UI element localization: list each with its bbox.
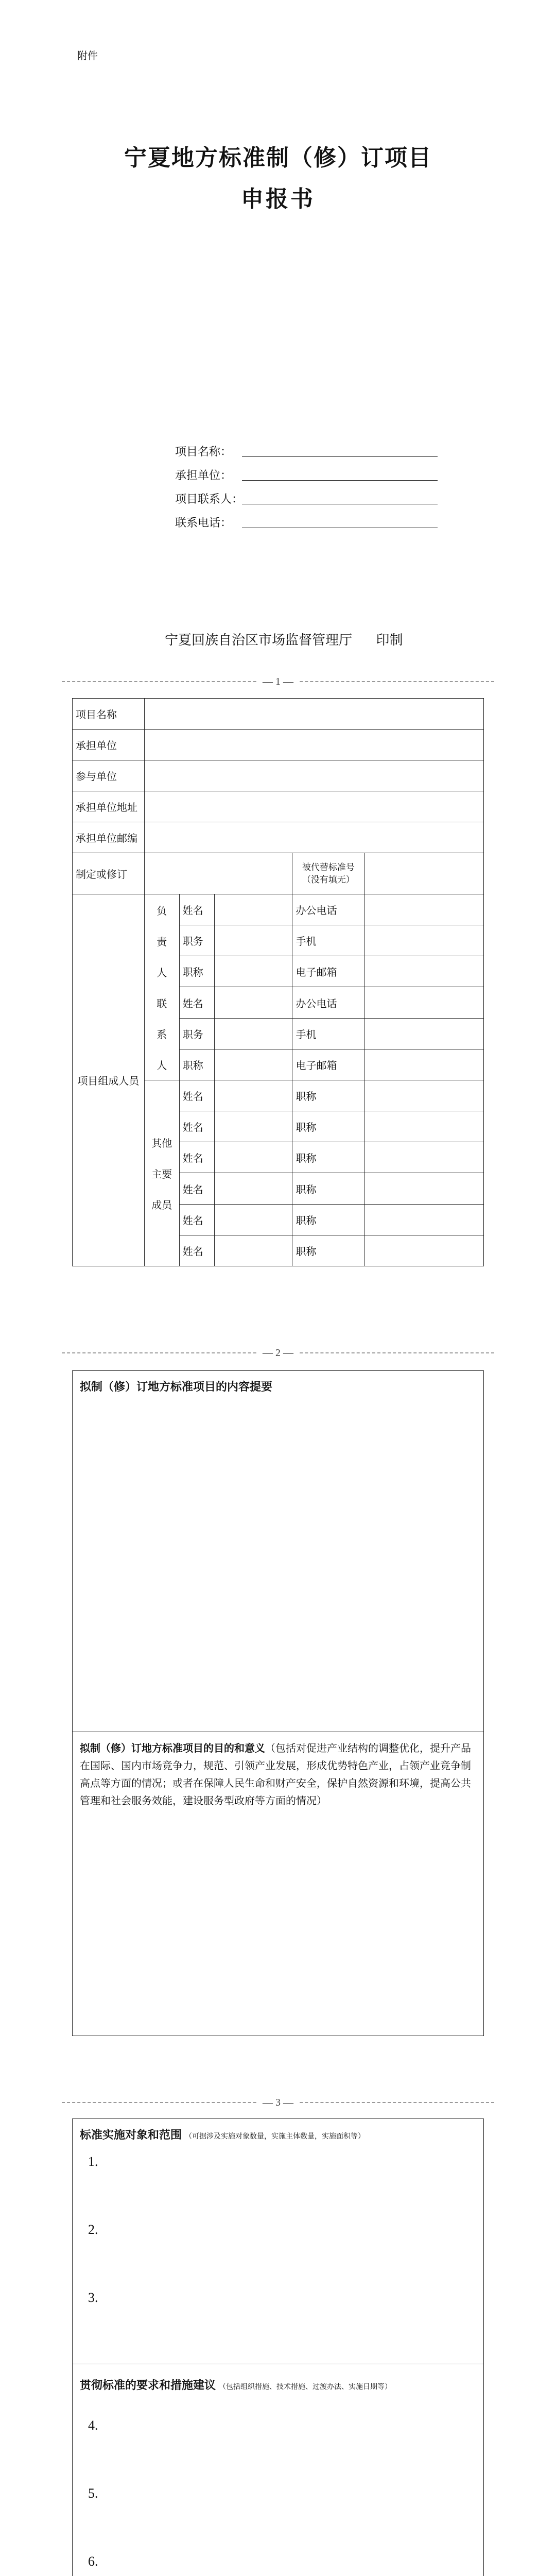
field-label: 项目名称： (175, 445, 232, 458)
document-title: 宁夏地方标准制（修）订项目 (124, 145, 432, 171)
cell-label: 办公电话 (292, 894, 364, 925)
list-item: 6. (88, 2554, 98, 2569)
lead-unit-cell[interactable] (144, 730, 483, 760)
address-cell[interactable] (144, 791, 483, 822)
cover-field-unit (175, 467, 443, 490)
content-summary-title: 拟制（修）订地方标准项目的内容提要 (80, 1380, 273, 1393)
input-cell[interactable] (364, 1204, 484, 1235)
lead-contact-col: 负 责 人 联 系 人 (144, 894, 179, 1080)
input-cell[interactable] (214, 894, 292, 925)
cell-label: 参与单位 (73, 760, 145, 791)
cell-label: 职称 (292, 1173, 364, 1204)
table-row (73, 760, 484, 791)
cover-field-phone (175, 514, 443, 538)
cell-label: 职称 (179, 956, 214, 987)
input-cell[interactable] (214, 1173, 292, 1204)
info-table (72, 698, 484, 1266)
table-row (73, 894, 484, 925)
purpose-block (80, 1740, 476, 1810)
input-cell[interactable] (364, 925, 484, 956)
section-2-box (72, 2119, 484, 2576)
cell-label: 项目名称 (73, 699, 145, 730)
cell-label: 职称 (292, 1080, 364, 1111)
cell-label: 姓名 (179, 894, 214, 925)
table-row (73, 791, 484, 822)
input-cell[interactable] (364, 956, 484, 987)
field-label: 联系电话： (175, 516, 232, 529)
members-label: 项目组成人员 (73, 894, 145, 1266)
cell-label: 职称 (292, 1111, 364, 1142)
cell-label: 承担单位邮编 (73, 822, 145, 853)
cell-label: 职务 (179, 1018, 214, 1049)
list-item: 2. (88, 2222, 98, 2237)
project-name-cell[interactable] (144, 699, 483, 730)
cover-fields (175, 443, 443, 538)
cell-label: 手机 (292, 1018, 364, 1049)
input-cell[interactable] (364, 1142, 484, 1173)
cell-label: 职称 (292, 1204, 364, 1235)
cell-label: 职称 (292, 1235, 364, 1266)
list-item: 5. (88, 2486, 98, 2501)
cell-label: 职务 (179, 925, 214, 956)
revise-cell[interactable] (144, 853, 292, 894)
table-row (73, 699, 484, 730)
list-item: 3. (88, 2290, 98, 2305)
input-cell[interactable] (214, 925, 292, 956)
input-cell[interactable] (214, 1235, 292, 1266)
cell-label: 姓名 (179, 1204, 214, 1235)
attachment-label: 附件 (77, 50, 98, 62)
issuer-suffix: 印制 (376, 633, 403, 648)
page-number: — 2 — (0, 1347, 556, 1359)
input-cell[interactable] (364, 987, 484, 1018)
cell-label: 姓名 (179, 1080, 214, 1111)
list-item: 1. (88, 2154, 98, 2169)
cell-label: 电子邮箱 (292, 1049, 364, 1080)
project-name-line[interactable] (242, 456, 438, 457)
cell-label: 姓名 (179, 1111, 214, 1142)
issuer-name: 宁夏回族自治区市场监督管理厅 (165, 633, 353, 648)
cell-label: 姓名 (179, 1235, 214, 1266)
input-cell[interactable] (364, 1080, 484, 1111)
cell-label: 职称 (179, 1049, 214, 1080)
list-item: 4. (88, 2418, 98, 2433)
page-number: — 1 — (0, 676, 556, 688)
field-label: 项目联系人： (175, 493, 244, 505)
table-row (73, 853, 484, 894)
input-cell[interactable] (214, 1111, 292, 1142)
cell-label: 手机 (292, 925, 364, 956)
purpose-title: 拟制（修）订地方标准项目的目的和意义 (80, 1743, 265, 1754)
measures-title: 贯彻标准的要求和措施建议 （包括组织措施、技术措施、过渡办法、实施日期等） (80, 2379, 392, 2392)
table-row (73, 822, 484, 853)
cell-label: 承担单位地址 (73, 791, 145, 822)
cell-label: 电子邮箱 (292, 956, 364, 987)
cell-label: 制定或修订 (73, 853, 145, 894)
section-1-box (72, 1370, 484, 2036)
other-members-col: 其他 主要 成员 (144, 1080, 179, 1266)
replaced-std-label: 被代替标准号 （没有填无） (292, 853, 364, 894)
field-label: 承担单位： (175, 469, 232, 482)
postcode-cell[interactable] (144, 822, 483, 853)
input-cell[interactable] (214, 1049, 292, 1080)
input-cell[interactable] (364, 1235, 484, 1266)
cell-label: 姓名 (179, 1142, 214, 1173)
issuer (165, 630, 403, 649)
cell-label: 办公电话 (292, 987, 364, 1018)
input-cell[interactable] (364, 1049, 484, 1080)
document-subtitle: 申报书 (241, 187, 315, 212)
page-number: — 3 — (0, 2097, 556, 2109)
scope-title: 标准实施对象和范围 （可据涉及实施对象数量，实施主体数量，实施面积等） (80, 2128, 366, 2141)
cell-label: 姓名 (179, 1173, 214, 1204)
cell-label: 姓名 (179, 987, 214, 1018)
purpose-text: （包括对促进产业结构的调整优化，提升产品在国际、国内市场竞争力，规范、引领产业发展，形成优势特色产业，占领产业竞争制高点等方面的情况；或者在保障人民生命和财产安全，保护自然资源和环境，提高公共管理和社会服务效能，建设服务型政府等方面的情况） (80, 1743, 471, 1807)
input-cell[interactable] (214, 1142, 292, 1173)
input-cell[interactable] (214, 1204, 292, 1235)
table-row (73, 730, 484, 760)
input-cell[interactable] (214, 987, 292, 1018)
cover-field-project (175, 443, 443, 467)
input-cell[interactable] (364, 1018, 484, 1049)
cell-label: 职称 (292, 1142, 364, 1173)
input-cell[interactable] (214, 1080, 292, 1111)
input-cell[interactable] (364, 1173, 484, 1204)
input-cell[interactable] (214, 956, 292, 987)
cell-label: 承担单位 (73, 730, 145, 760)
replaced-std-cell[interactable] (364, 853, 484, 894)
input-cell[interactable] (364, 1111, 484, 1142)
cover-field-contact (175, 490, 443, 514)
input-cell[interactable] (214, 1018, 292, 1049)
input-cell[interactable] (364, 894, 484, 925)
lead-unit-line[interactable] (242, 480, 438, 481)
participants-cell[interactable] (144, 760, 483, 791)
